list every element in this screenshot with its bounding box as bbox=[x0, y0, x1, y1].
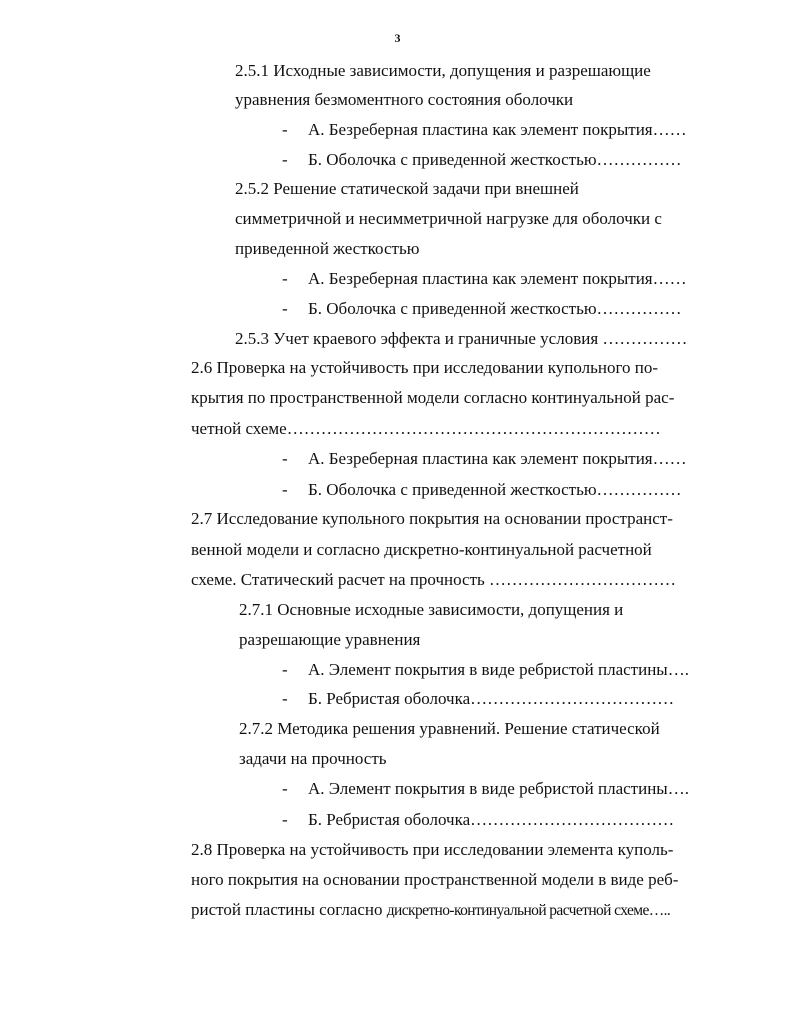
toc-subentry-a bbox=[282, 119, 687, 141]
toc-entry-2-6-cont bbox=[191, 418, 661, 440]
toc-text: разрешающие уравнения bbox=[239, 630, 421, 649]
toc-text: Б. Ребристая оболочка……………………………… bbox=[308, 810, 675, 829]
toc-entry-2-8 bbox=[191, 839, 673, 861]
bullet-dash: - bbox=[282, 689, 288, 708]
toc-entry-2-5-3 bbox=[235, 328, 687, 350]
toc-text: 2.7 Исследование купольного покрытия на основании пространст- bbox=[191, 509, 673, 528]
toc-text: Б. Оболочка с приведенной жесткостью…………… bbox=[308, 480, 682, 499]
toc-text: Б. Оболочка с приведенной жесткостью…………… bbox=[308, 299, 682, 318]
toc-entry-2-7 bbox=[191, 508, 673, 530]
toc-text: А. Элемент покрытия в виде ребристой пластины…. bbox=[308, 779, 689, 798]
bullet-dash: - bbox=[282, 120, 288, 139]
toc-entry-2-7-cont bbox=[191, 569, 676, 591]
toc-entry-2-5-2-cont bbox=[235, 238, 419, 260]
toc-text: ристой пластины согласно bbox=[191, 900, 387, 919]
toc-subentry-b bbox=[282, 298, 682, 320]
toc-entry-2-6 bbox=[191, 357, 658, 379]
toc-text: А. Элемент покрытия в виде ребристой пластины…. bbox=[308, 660, 689, 679]
bullet-dash: - bbox=[282, 810, 288, 829]
toc-text: крытия по пространственной модели согласно континуальной рас- bbox=[191, 388, 675, 407]
toc-text: уравнения безмоментного состояния оболочки bbox=[235, 90, 574, 109]
toc-text: 2.5.2 Решение статической задачи при внешней bbox=[235, 179, 579, 198]
toc-text: 2.8 Проверка на устойчивость при исследовании элемента куполь- bbox=[191, 840, 674, 859]
bullet-dash: - bbox=[282, 269, 288, 288]
toc-text: 2.6 Проверка на устойчивость при исследовании купольного по- bbox=[191, 358, 659, 377]
toc-text: А. Безреберная пластина как элемент покрытия…… bbox=[308, 269, 687, 288]
toc-text: приведенной жесткостью bbox=[235, 239, 420, 258]
page-number: 3 bbox=[394, 31, 401, 45]
toc-entry-2-5-2-cont bbox=[235, 208, 662, 230]
toc-text: Б. Оболочка с приведенной жесткостью…………… bbox=[308, 150, 682, 169]
toc-subentry-a bbox=[282, 268, 687, 290]
toc-text: Б. Ребристая оболочка……………………………… bbox=[308, 689, 675, 708]
bullet-dash: - bbox=[282, 299, 288, 318]
toc-subentry-b bbox=[282, 688, 674, 710]
toc-entry-2-7-1-cont bbox=[239, 629, 420, 651]
toc-text: 2.5.1 Исходные зависимости, допущения и разрешающие bbox=[235, 61, 651, 80]
toc-text: венной модели и согласно дискретно-континуальной расчетной bbox=[191, 540, 652, 559]
bullet-dash: - bbox=[282, 660, 288, 679]
toc-text: задачи на прочность bbox=[239, 749, 387, 768]
toc-entry-2-7-cont bbox=[191, 539, 652, 561]
bullet-dash: - bbox=[282, 480, 288, 499]
toc-entry-2-5-1-cont bbox=[235, 89, 573, 111]
toc-subentry-b bbox=[282, 149, 682, 171]
toc-text: схеме. Статический расчет на прочность …………………………… bbox=[191, 570, 677, 589]
toc-text: четной схеме………………………………………………………… bbox=[191, 419, 661, 438]
toc-entry-2-7-2 bbox=[239, 718, 660, 740]
toc-subentry-a bbox=[282, 448, 687, 470]
toc-entry-2-6-cont bbox=[191, 387, 674, 409]
toc-text: 2.7.2 Методика решения уравнений. Решение статической bbox=[239, 719, 660, 738]
toc-entry-2-7-1 bbox=[239, 599, 623, 621]
toc-entry-2-7-2-cont bbox=[239, 748, 387, 770]
toc-subentry-b bbox=[282, 809, 674, 831]
toc-subentry-a bbox=[282, 659, 689, 681]
toc-entry-2-8-cont bbox=[191, 869, 678, 891]
toc-text: 2.5.3 Учет краевого эффекта и граничные условия …………… bbox=[235, 329, 688, 348]
toc-text: 2.7.1 Основные исходные зависимости, допущения и bbox=[239, 600, 624, 619]
toc-entry-2-8-cont bbox=[191, 899, 670, 922]
toc-text-condensed: дискретно-континуальной расчетной схеме….. bbox=[386, 902, 671, 919]
bullet-dash: - bbox=[282, 779, 288, 798]
toc-subentry-b bbox=[282, 479, 682, 501]
toc-entry-2-5-2 bbox=[235, 178, 579, 200]
toc-subentry-a bbox=[282, 778, 689, 800]
toc-entry-2-5-1 bbox=[235, 60, 651, 82]
bullet-dash: - bbox=[282, 449, 288, 468]
toc-text: А. Безреберная пластина как элемент покрытия…… bbox=[308, 449, 687, 468]
bullet-dash: - bbox=[282, 150, 288, 169]
toc-text: ного покрытия на основании пространственной модели в виде реб- bbox=[191, 870, 679, 889]
toc-text: А. Безреберная пластина как элемент покрытия…… bbox=[308, 120, 687, 139]
toc-text: симметричной и несимметричной нагрузке для оболочки с bbox=[235, 209, 662, 228]
